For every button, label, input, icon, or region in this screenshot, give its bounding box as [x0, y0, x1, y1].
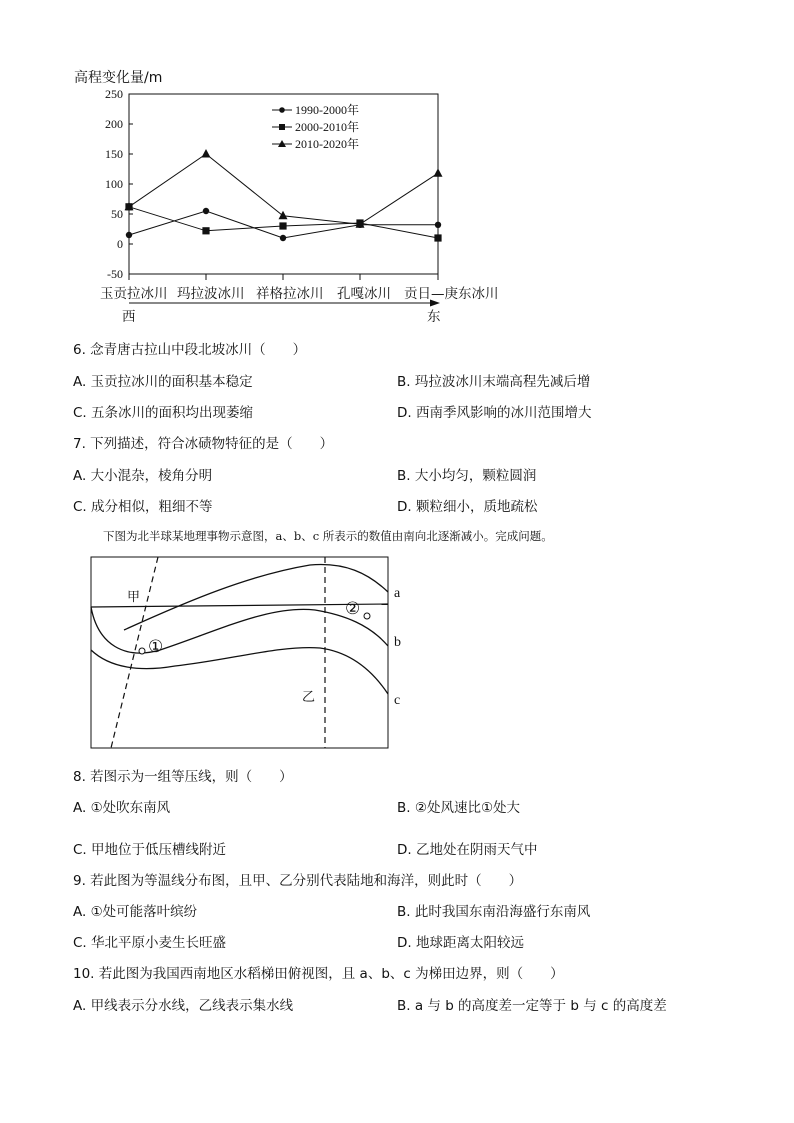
q6-option-b[interactable]: B. 玛拉波冰川末端高程先减后增: [397, 374, 591, 390]
direction-west: 西: [122, 309, 136, 325]
q10-option-a[interactable]: A. 甲线表示分水线，乙线表示集水线: [73, 998, 294, 1014]
isoline-a: [124, 565, 388, 630]
q7-option-c[interactable]: C. 成分相似，粗细不等: [73, 499, 213, 515]
y-tick-label: -50: [107, 267, 123, 281]
q7-option-a[interactable]: A. 大小混杂，棱角分明: [73, 468, 213, 484]
category-label-0: 玉贡拉冰川: [100, 286, 168, 302]
y-tick-label: 250: [105, 87, 123, 101]
q8-option-c[interactable]: C. 甲地位于低压槽线附近: [73, 842, 227, 858]
question-9-stem: 9. 若此图为等温线分布图，且甲、乙分别代表陆地和海洋，则此时（ ）: [73, 873, 523, 889]
chart-ylabel: 高程变化量/m: [74, 70, 163, 86]
q6-option-d[interactable]: D. 西南季风影响的冰川范围增大: [397, 405, 592, 421]
y-tick-label: 0: [117, 237, 123, 251]
y-tick-label: 50: [111, 207, 123, 221]
q9-option-d[interactable]: D. 地球距离太阳较远: [397, 935, 524, 951]
q8-option-b[interactable]: B. ②处风速比①处大: [397, 800, 521, 816]
category-label-1: 玛拉波冰川: [177, 286, 245, 302]
point-1-dot: [139, 648, 145, 654]
question-6-stem: 6. 念青唐古拉山中段北坡冰川（ ）: [73, 342, 307, 358]
q9-option-c[interactable]: C. 华北平原小麦生长旺盛: [73, 935, 227, 951]
diagram-intro-text: 下图为北半球某地理事物示意图，a、b、c 所表示的数值由南向北逐渐减小。完成问题。: [103, 529, 553, 543]
question-8-stem: 8. 若图示为一组等压线，则（ ）: [73, 769, 293, 785]
q7-option-d[interactable]: D. 颗粒细小，质地疏松: [397, 499, 538, 515]
q8-option-d[interactable]: D. 乙地处在阴雨天气中: [397, 842, 538, 858]
label-yi: 乙: [302, 690, 316, 705]
category-label-4: 贡日—庚东冰川: [404, 286, 499, 302]
marker-1: ①: [148, 637, 164, 657]
q6-option-c[interactable]: C. 五条冰川的面积均出现萎缩: [73, 405, 254, 421]
legend-1990-2000: 1990-2000年: [295, 103, 359, 117]
q7-option-b[interactable]: B. 大小均匀，颗粒圆润: [397, 468, 537, 484]
q9-option-a[interactable]: A. ①处可能落叶缤纷: [73, 904, 198, 920]
category-label-3: 孔嘎冰川: [337, 286, 391, 302]
marker-2: ②: [345, 599, 361, 619]
q8-option-a[interactable]: A. ①处吹东南风: [73, 800, 171, 816]
y-tick-label: 200: [105, 117, 123, 131]
question-7-stem: 7. 下列描述，符合冰碛物特征的是（ ）: [73, 436, 334, 452]
label-jia: 甲: [127, 590, 141, 605]
label-c: c: [394, 693, 401, 708]
category-label-2: 祥格拉冰川: [256, 286, 324, 302]
y-tick-label: 100: [105, 177, 123, 191]
isoline-c: [91, 648, 388, 694]
direction-east: 东: [427, 309, 441, 325]
legend-2010-2020: 2010-2020年: [295, 137, 359, 151]
legend-2000-2010: 2000-2010年: [295, 120, 359, 134]
q10-option-b[interactable]: B. a 与 b 的高度差一定等于 b 与 c 的高度差: [397, 998, 667, 1014]
y-tick-label: 150: [105, 147, 123, 161]
point-2-dot: [364, 613, 370, 619]
label-b: b: [394, 635, 401, 650]
q6-option-a[interactable]: A. 玉贡拉冰川的面积基本稳定: [73, 374, 253, 390]
label-a: a: [394, 586, 401, 601]
question-10-stem: 10. 若此图为我国西南地区水稻梯田俯视图，且 a、b、c 为梯田边界，则（ ）: [73, 966, 564, 982]
q9-option-b[interactable]: B. 此时我国东南沿海盛行东南风: [397, 904, 591, 920]
